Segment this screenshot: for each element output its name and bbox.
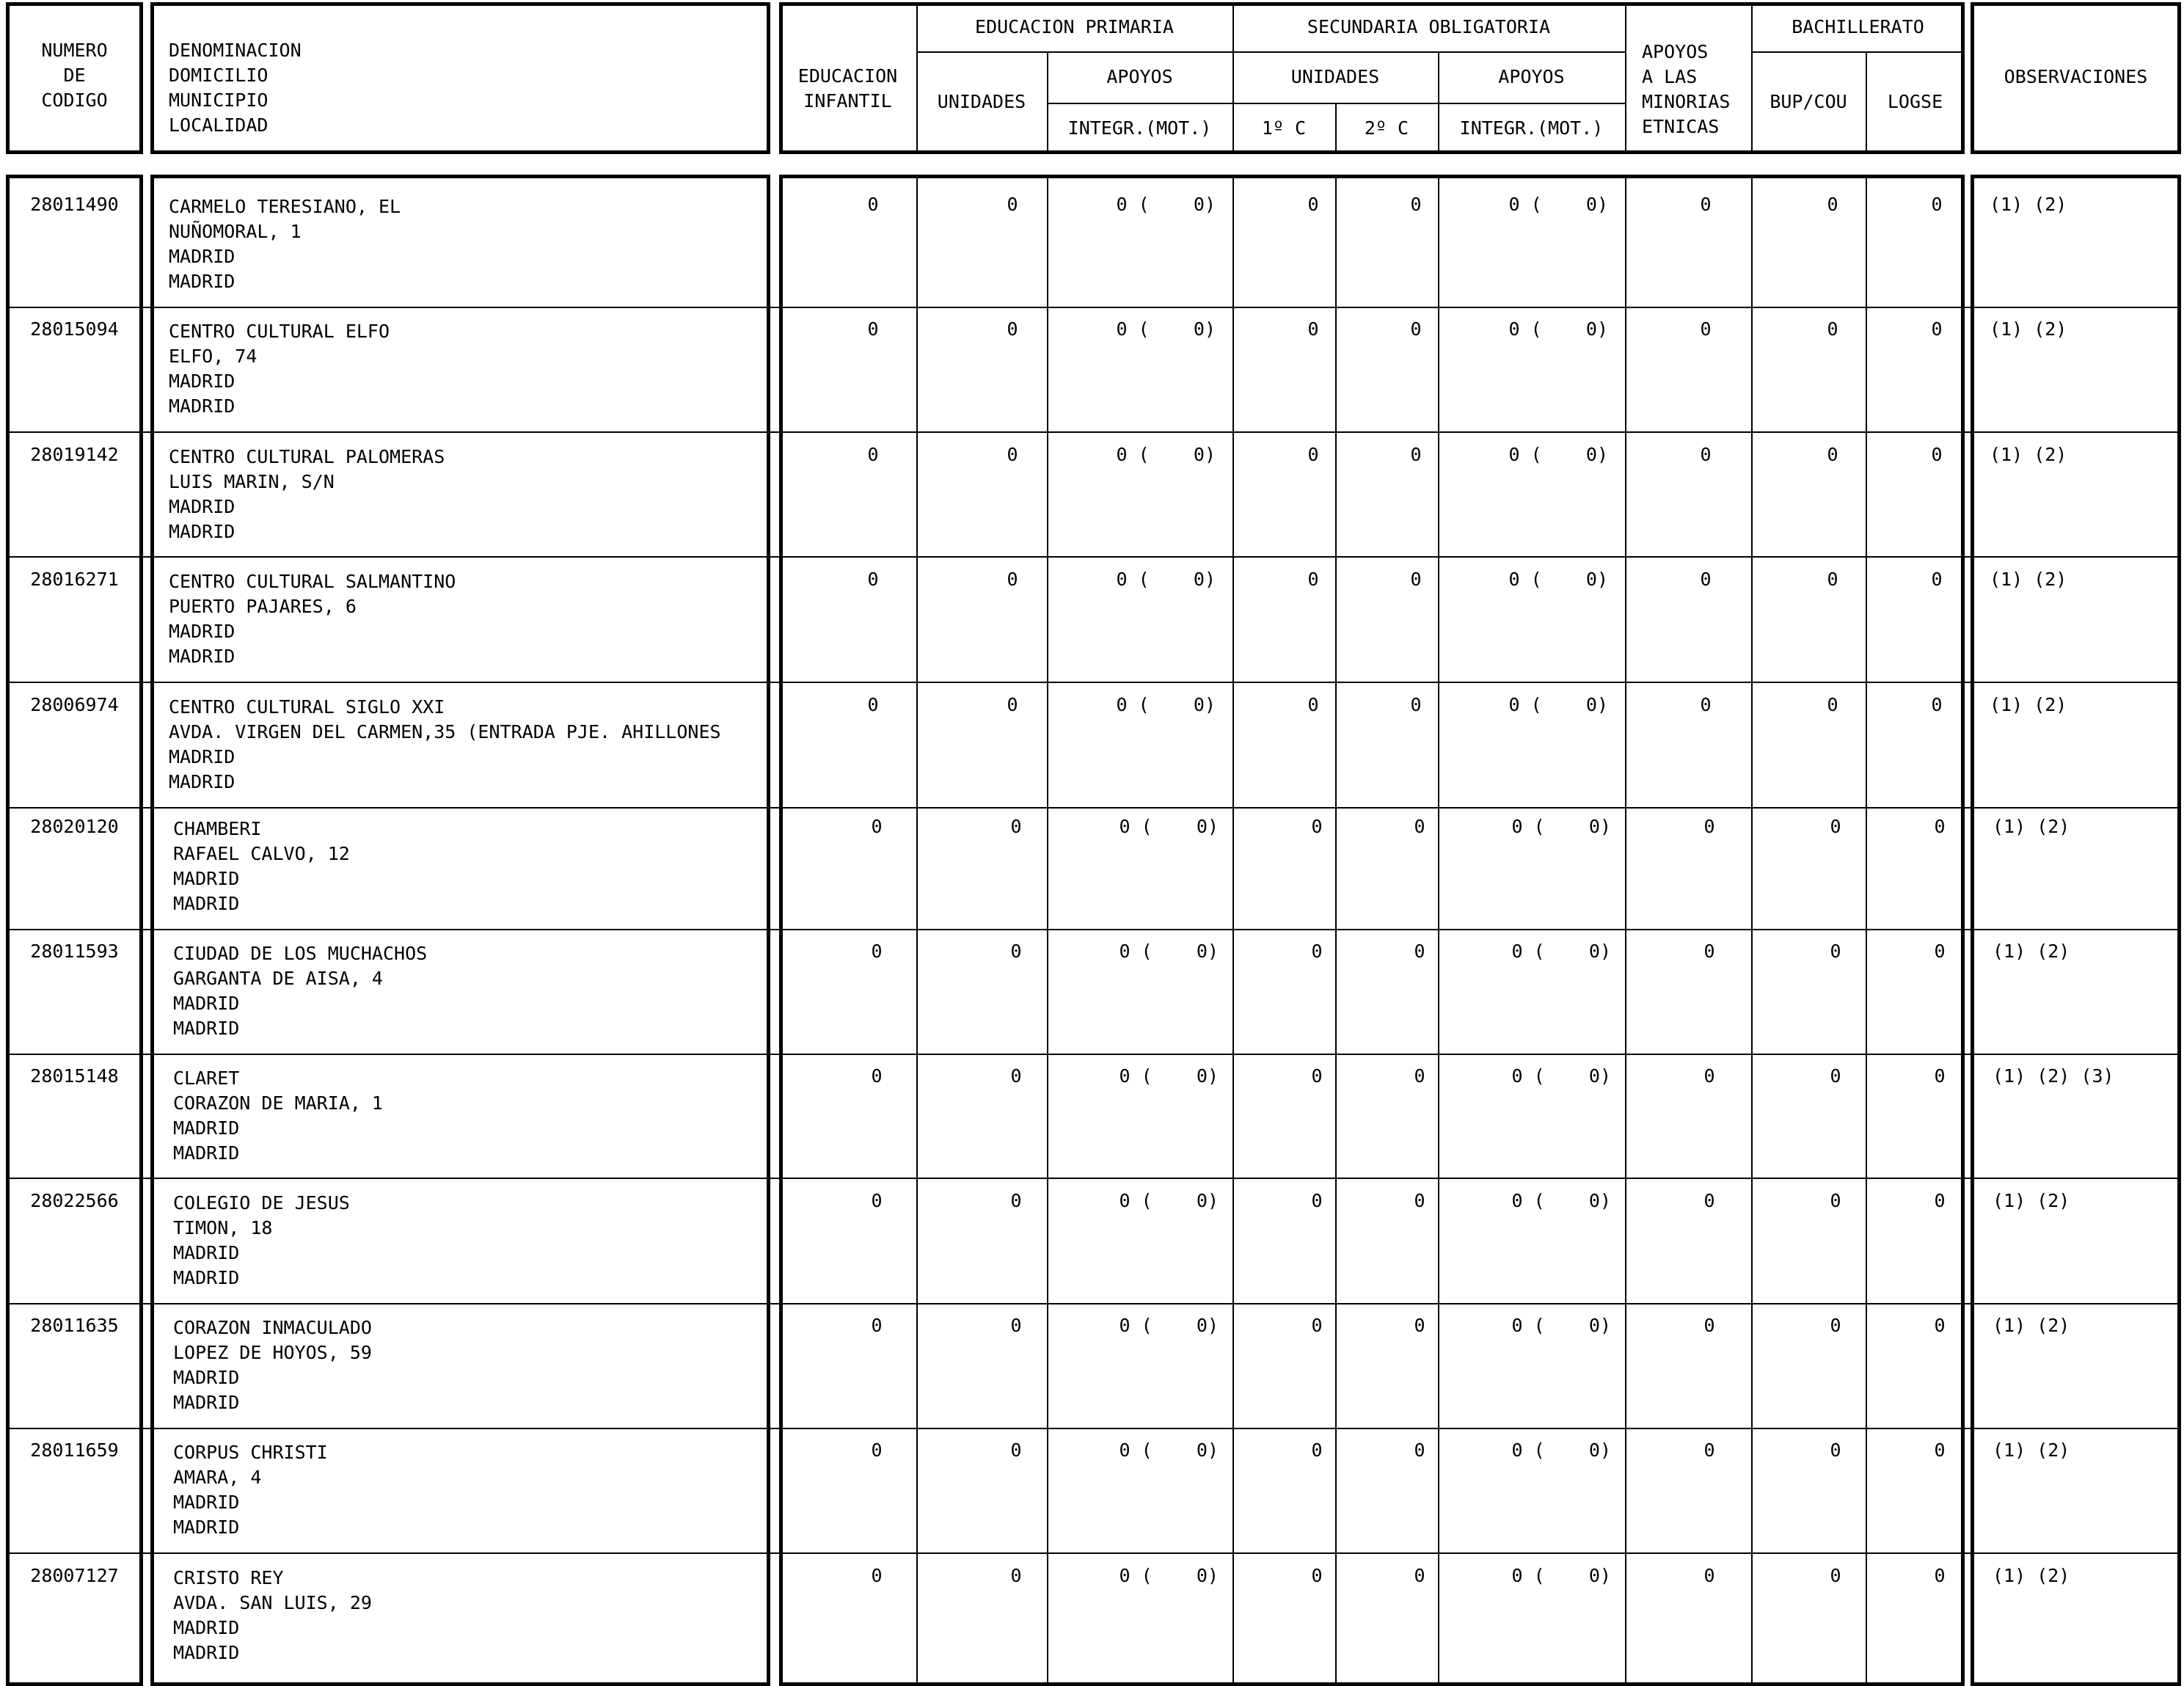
- row-observaciones: (1) (2): [1990, 444, 2067, 465]
- row-minorias: 0: [1700, 318, 1712, 340]
- row-minorias: 0: [1703, 1190, 1715, 1211]
- row-codigo: 28006974: [30, 694, 119, 715]
- header-bachillerato: BACHILLERATO: [1792, 16, 1924, 37]
- row-secundaria-1c: 0: [1311, 1565, 1323, 1586]
- row-infantil: 0: [867, 569, 879, 590]
- row-minorias: 0: [1703, 1565, 1715, 1586]
- row-domicilio: CORAZON DE MARIA, 1: [173, 1092, 383, 1114]
- row-primaria-unidades: 0: [1010, 1190, 1022, 1211]
- row-secundaria-apoyos: 0 ( 0): [1508, 194, 1608, 215]
- row-infantil: 0: [871, 1065, 883, 1087]
- row-infantil: 0: [867, 194, 879, 215]
- row-bup: 0: [1830, 1315, 1841, 1336]
- row-codigo: 28011635: [30, 1315, 119, 1336]
- row-observaciones: (1) (2): [1993, 1315, 2070, 1336]
- row-primaria-apoyos: 0 ( 0): [1116, 569, 1216, 590]
- row-primaria-apoyos: 0 ( 0): [1116, 194, 1216, 215]
- row-denominacion: COLEGIO DE JESUS: [173, 1192, 350, 1214]
- header-logse: LOGSE: [1887, 91, 1943, 112]
- row-bup: 0: [1827, 318, 1838, 340]
- header-educacion-infantil-1: EDUCACION: [797, 65, 898, 87]
- row-codigo: 28020120: [30, 816, 119, 837]
- row-secundaria-apoyos: 0 ( 0): [1508, 318, 1608, 340]
- row-bup: 0: [1827, 694, 1838, 715]
- row-secundaria-1c: 0: [1307, 569, 1319, 590]
- header-primer-ciclo: 1º C: [1261, 117, 1307, 139]
- row-logse: 0: [1934, 1565, 1946, 1586]
- row-logse: 0: [1934, 1190, 1946, 1211]
- row-minorias: 0: [1703, 941, 1715, 962]
- row-primaria-unidades: 0: [1007, 194, 1018, 215]
- row-minorias: 0: [1703, 816, 1715, 837]
- row-secundaria-1c: 0: [1307, 318, 1319, 340]
- row-primaria-unidades: 0: [1010, 941, 1022, 962]
- header-educacion-primaria: EDUCACION PRIMARIA: [975, 16, 1174, 37]
- row-domicilio: TIMON, 18: [173, 1217, 273, 1238]
- row-secundaria-1c: 0: [1307, 694, 1319, 715]
- row-domicilio: LUIS MARIN, S/N: [169, 471, 335, 492]
- row-domicilio: RAFAEL CALVO, 12: [173, 843, 350, 864]
- header-municipio: MUNICIPIO: [169, 90, 269, 111]
- row-bup: 0: [1827, 569, 1838, 590]
- header-denominacion: DENOMINACION: [169, 40, 302, 61]
- row-primaria-apoyos: 0 ( 0): [1119, 816, 1219, 837]
- row-localidad: MADRID: [173, 1267, 240, 1288]
- row-bup: 0: [1830, 1439, 1841, 1461]
- row-secundaria-apoyos: 0 ( 0): [1511, 1315, 1611, 1336]
- row-observaciones: (1) (2): [1993, 941, 2070, 962]
- row-localidad: MADRID: [173, 1142, 240, 1164]
- row-minorias: 0: [1700, 194, 1712, 215]
- row-infantil: 0: [871, 1315, 883, 1336]
- row-observaciones: (1) (2): [1990, 194, 2067, 215]
- row-codigo: 28015094: [30, 318, 119, 340]
- row-minorias: 0: [1700, 569, 1712, 590]
- row-localidad: MADRID: [173, 1642, 240, 1663]
- row-municipio: MADRID: [169, 746, 235, 767]
- row-primaria-apoyos: 0 ( 0): [1119, 1315, 1219, 1336]
- row-observaciones: (1) (2) (3): [1993, 1065, 2114, 1087]
- row-secundaria-2c: 0: [1414, 1065, 1425, 1087]
- row-denominacion: CENTRO CULTURAL ELFO: [169, 321, 390, 342]
- row-observaciones: (1) (2): [1990, 318, 2067, 340]
- row-primaria-apoyos: 0 ( 0): [1119, 1439, 1219, 1461]
- row-denominacion: CARMELO TERESIANO, EL: [169, 196, 401, 217]
- row-infantil: 0: [871, 1565, 883, 1586]
- row-observaciones: (1) (2): [1990, 569, 2067, 590]
- row-logse: 0: [1931, 194, 1943, 215]
- row-primaria-apoyos: 0 ( 0): [1116, 694, 1216, 715]
- row-municipio: MADRID: [173, 868, 240, 889]
- header-numero-3: CODIGO: [41, 90, 108, 111]
- row-municipio: MADRID: [173, 1367, 240, 1388]
- row-domicilio: LOPEZ DE HOYOS, 59: [173, 1342, 372, 1363]
- row-logse: 0: [1934, 1065, 1946, 1087]
- row-infantil: 0: [871, 816, 883, 837]
- row-logse: 0: [1934, 1315, 1946, 1336]
- row-secundaria-apoyos: 0 ( 0): [1511, 816, 1611, 837]
- row-denominacion: CORAZON INMACULADO: [173, 1317, 372, 1338]
- row-secundaria-2c: 0: [1414, 1439, 1425, 1461]
- row-bup: 0: [1830, 941, 1841, 962]
- row-secundaria-apoyos: 0 ( 0): [1508, 569, 1608, 590]
- row-logse: 0: [1934, 1439, 1946, 1461]
- header-localidad: LOCALIDAD: [169, 114, 269, 136]
- row-municipio: MADRID: [169, 621, 235, 642]
- row-minorias: 0: [1700, 694, 1712, 715]
- row-minorias: 0: [1703, 1065, 1715, 1087]
- header-primaria-unidades: UNIDADES: [937, 91, 1026, 112]
- row-localidad: MADRID: [173, 893, 240, 914]
- row-logse: 0: [1934, 941, 1946, 962]
- row-infantil: 0: [871, 941, 883, 962]
- header-bup-cou: BUP/COU: [1770, 91, 1847, 112]
- row-bup: 0: [1830, 1190, 1841, 1211]
- header-numero-1: NUMERO: [41, 40, 108, 61]
- header-minorias-4: ETNICAS: [1642, 116, 1720, 137]
- row-localidad: MADRID: [169, 771, 235, 792]
- row-secundaria-2c: 0: [1410, 318, 1422, 340]
- header-segundo-ciclo: 2º C: [1364, 117, 1409, 139]
- row-localidad: MADRID: [169, 395, 235, 417]
- row-codigo: 28015148: [30, 1065, 119, 1087]
- row-domicilio: GARGANTA DE AISA, 4: [173, 968, 383, 989]
- header-primaria-apoyos: APOYOS: [1106, 66, 1173, 87]
- row-denominacion: CHAMBERI: [173, 818, 262, 839]
- header-secundaria-obligatoria: SECUNDARIA OBLIGATORIA: [1307, 16, 1551, 37]
- row-primaria-apoyos: 0 ( 0): [1119, 1065, 1219, 1087]
- header-minorias-2: A LAS: [1642, 66, 1698, 87]
- row-denominacion: CENTRO CULTURAL PALOMERAS: [169, 446, 445, 467]
- row-bup: 0: [1830, 816, 1841, 837]
- row-denominacion: CLARET: [173, 1068, 240, 1089]
- row-secundaria-apoyos: 0 ( 0): [1511, 1565, 1611, 1586]
- row-primaria-unidades: 0: [1007, 318, 1018, 340]
- row-bup: 0: [1827, 444, 1838, 465]
- header-minorias-1: APOYOS: [1642, 41, 1709, 62]
- header-observaciones: OBSERVACIONES: [2004, 66, 2148, 87]
- row-localidad: MADRID: [169, 646, 235, 667]
- row-secundaria-2c: 0: [1410, 569, 1422, 590]
- row-codigo: 28022566: [30, 1190, 119, 1211]
- row-secundaria-apoyos: 0 ( 0): [1511, 941, 1611, 962]
- row-infantil: 0: [867, 444, 879, 465]
- row-infantil: 0: [871, 1439, 883, 1461]
- row-secundaria-apoyos: 0 ( 0): [1511, 1190, 1611, 1211]
- header-primaria-integr: INTEGR.(MOT.): [1067, 117, 1212, 139]
- row-localidad: MADRID: [169, 271, 235, 292]
- row-municipio: MADRID: [173, 1117, 240, 1139]
- row-bup: 0: [1830, 1565, 1841, 1586]
- row-municipio: MADRID: [169, 246, 235, 267]
- row-logse: 0: [1931, 318, 1943, 340]
- row-primaria-unidades: 0: [1010, 1439, 1022, 1461]
- row-secundaria-apoyos: 0 ( 0): [1511, 1065, 1611, 1087]
- row-bup: 0: [1827, 194, 1838, 215]
- row-secundaria-apoyos: 0 ( 0): [1508, 694, 1608, 715]
- row-localidad: MADRID: [169, 521, 235, 542]
- row-domicilio: ELFO, 74: [169, 346, 258, 367]
- row-logse: 0: [1931, 569, 1943, 590]
- body-box-datos: [779, 175, 1965, 1686]
- header-secundaria-integr: INTEGR.(MOT.): [1459, 117, 1604, 139]
- row-municipio: MADRID: [173, 1492, 240, 1513]
- row-municipio: MADRID: [169, 371, 235, 392]
- row-secundaria-1c: 0: [1311, 1315, 1323, 1336]
- row-minorias: 0: [1700, 444, 1712, 465]
- row-localidad: MADRID: [173, 1018, 240, 1039]
- row-primaria-apoyos: 0 ( 0): [1116, 318, 1216, 340]
- header-domicilio: DOMICILIO: [169, 65, 269, 86]
- row-domicilio: AVDA. SAN LUIS, 29: [173, 1592, 372, 1613]
- row-secundaria-apoyos: 0 ( 0): [1508, 444, 1608, 465]
- header-numero-2: DE: [63, 65, 86, 86]
- row-infantil: 0: [871, 1190, 883, 1211]
- row-secundaria-2c: 0: [1414, 941, 1425, 962]
- row-secundaria-1c: 0: [1311, 941, 1323, 962]
- header-minorias-3: MINORIAS: [1642, 91, 1731, 112]
- row-primaria-apoyos: 0 ( 0): [1119, 1190, 1219, 1211]
- row-secundaria-1c: 0: [1311, 1190, 1323, 1211]
- row-domicilio: PUERTO PAJARES, 6: [169, 596, 357, 617]
- row-localidad: MADRID: [173, 1517, 240, 1538]
- row-municipio: MADRID: [169, 496, 235, 517]
- row-codigo: 28016271: [30, 569, 119, 590]
- header-secundaria-apoyos: APOYOS: [1498, 66, 1565, 87]
- row-primaria-unidades: 0: [1007, 569, 1018, 590]
- row-municipio: MADRID: [173, 1242, 240, 1263]
- row-codigo: 28011593: [30, 941, 119, 962]
- row-primaria-unidades: 0: [1010, 1065, 1022, 1087]
- row-codigo: 28019142: [30, 444, 119, 465]
- row-secundaria-1c: 0: [1311, 816, 1323, 837]
- row-domicilio: NUÑOMORAL, 1: [169, 221, 302, 242]
- row-primaria-unidades: 0: [1007, 694, 1018, 715]
- row-observaciones: (1) (2): [1993, 816, 2070, 837]
- row-secundaria-1c: 0: [1307, 194, 1319, 215]
- row-domicilio: AVDA. VIRGEN DEL CARMEN,35 (ENTRADA PJE. AHILLONES: [169, 721, 721, 742]
- row-secundaria-2c: 0: [1410, 194, 1422, 215]
- row-bup: 0: [1830, 1065, 1841, 1087]
- row-secundaria-2c: 0: [1414, 1190, 1425, 1211]
- row-infantil: 0: [867, 318, 879, 340]
- header-educacion-infantil-2: INFANTIL: [803, 90, 892, 112]
- row-observaciones: (1) (2): [1993, 1565, 2070, 1586]
- row-observaciones: (1) (2): [1993, 1439, 2070, 1461]
- row-domicilio: AMARA, 4: [173, 1467, 262, 1488]
- row-secundaria-2c: 0: [1410, 694, 1422, 715]
- row-denominacion: CRISTO REY: [173, 1567, 284, 1588]
- row-denominacion: CENTRO CULTURAL SIGLO XXI: [169, 696, 445, 718]
- row-primaria-apoyos: 0 ( 0): [1116, 444, 1216, 465]
- row-primaria-unidades: 0: [1007, 444, 1018, 465]
- row-minorias: 0: [1703, 1315, 1715, 1336]
- row-primaria-unidades: 0: [1010, 816, 1022, 837]
- row-municipio: MADRID: [173, 993, 240, 1014]
- row-secundaria-2c: 0: [1414, 816, 1425, 837]
- row-municipio: MADRID: [173, 1617, 240, 1638]
- row-secundaria-apoyos: 0 ( 0): [1511, 1439, 1611, 1461]
- row-observaciones: (1) (2): [1990, 694, 2067, 715]
- row-denominacion: CENTRO CULTURAL SALMANTINO: [169, 571, 456, 592]
- row-primaria-apoyos: 0 ( 0): [1119, 941, 1219, 962]
- row-denominacion: CORPUS CHRISTI: [173, 1442, 328, 1463]
- row-observaciones: (1) (2): [1993, 1190, 2070, 1211]
- row-minorias: 0: [1703, 1439, 1715, 1461]
- row-secundaria-2c: 0: [1414, 1315, 1425, 1336]
- header-secundaria-unidades: UNIDADES: [1290, 66, 1380, 87]
- row-secundaria-1c: 0: [1311, 1439, 1323, 1461]
- row-logse: 0: [1931, 694, 1943, 715]
- row-secundaria-2c: 0: [1410, 444, 1422, 465]
- row-codigo: 28007127: [30, 1565, 119, 1586]
- row-primaria-unidades: 0: [1010, 1565, 1022, 1586]
- row-secundaria-2c: 0: [1414, 1565, 1425, 1586]
- row-secundaria-1c: 0: [1307, 444, 1319, 465]
- row-codigo: 28011659: [30, 1439, 119, 1461]
- row-logse: 0: [1931, 444, 1943, 465]
- row-primaria-unidades: 0: [1010, 1315, 1022, 1336]
- row-primaria-apoyos: 0 ( 0): [1119, 1565, 1219, 1586]
- row-infantil: 0: [867, 694, 879, 715]
- row-secundaria-1c: 0: [1311, 1065, 1323, 1087]
- row-denominacion: CIUDAD DE LOS MUCHACHOS: [173, 943, 428, 964]
- row-codigo: 28011490: [30, 194, 119, 215]
- row-logse: 0: [1934, 816, 1946, 837]
- row-localidad: MADRID: [173, 1392, 240, 1413]
